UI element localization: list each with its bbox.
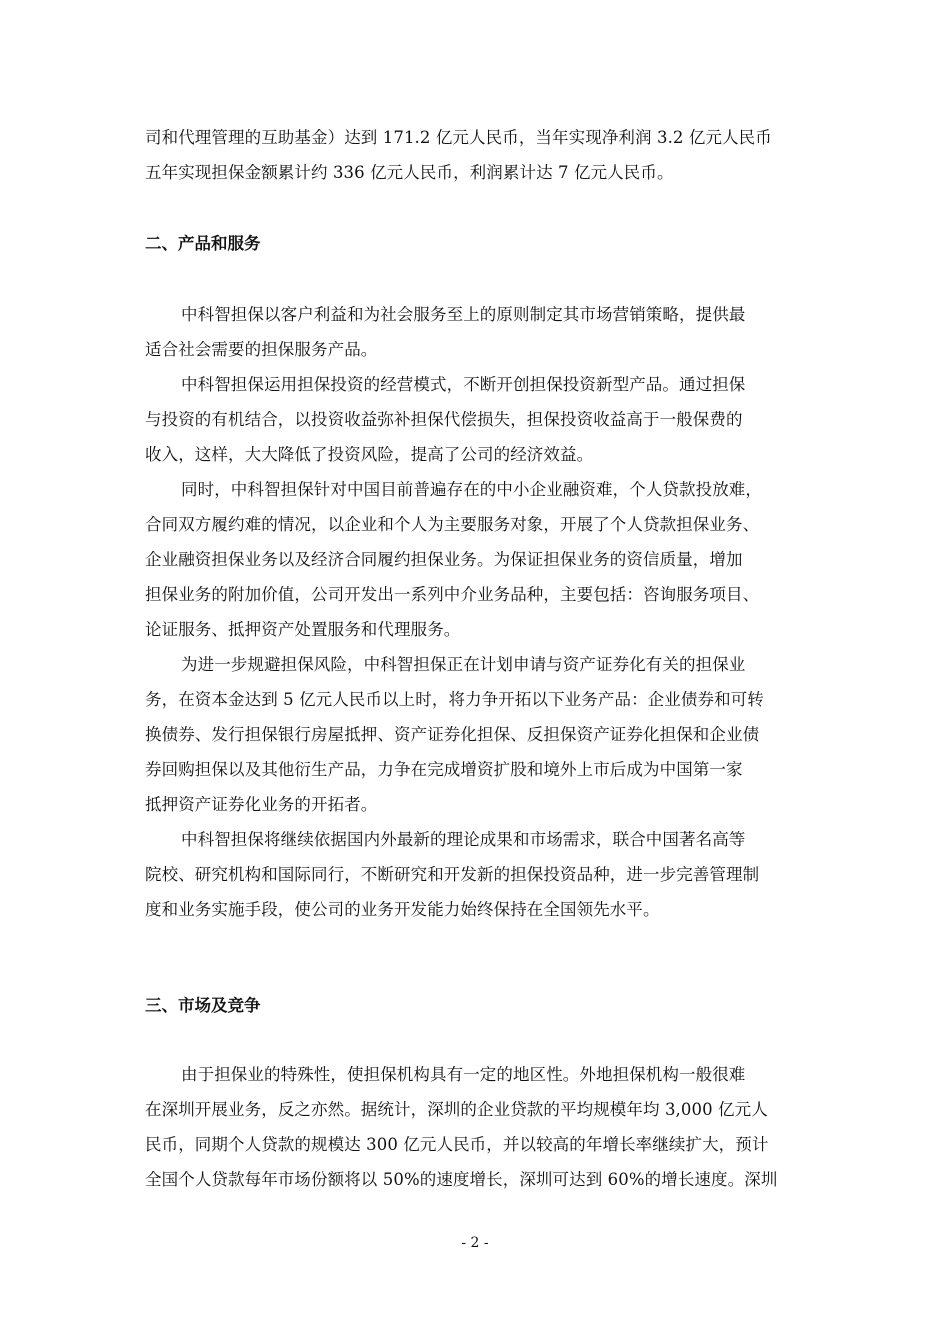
text-line: 收入，这样，大大降低了投资风险，提高了公司的经济效益。 — [145, 445, 594, 464]
text-line: 中科智担保将继续依据国内外最新的理论成果和市场需求，联合中国著名高等 — [181, 830, 746, 849]
text-line: 同时，中科智担保针对中国目前普遍存在的中小企业融资难，个人贷款投放难， — [181, 480, 762, 499]
text-line: 司和代理管理的互助基金）达到 171.2 亿元人民币，当年实现净利润 3.2 亿元人民币 — [145, 128, 772, 147]
section-heading-market: 三、市场及竞争 — [145, 996, 261, 1015]
text-line: 由于担保业的特殊性，使担保机构具有一定的地区性。外地担保机构一般很难 — [181, 1065, 746, 1084]
paragraph — [145, 1057, 835, 1197]
paragraph — [145, 822, 835, 927]
text-line: 民币，同期个人贷款的规模达 300 亿元人民币，并以较高的年增长率继续扩大，预计 — [145, 1135, 769, 1154]
section2-body — [145, 297, 835, 927]
intro-paragraph — [145, 120, 835, 190]
text-line: 中科智担保以客户利益和为社会服务至上的原则制定其市场营销策略，提供最 — [181, 305, 746, 324]
text-line: 企业融资担保业务以及经济合同履约担保业务。为保证担保业务的资信质量，增加 — [145, 550, 743, 569]
text-line: 与投资的有机结合，以投资收益弥补担保代偿损失，担保投资收益高于一般保费的 — [145, 410, 743, 429]
text-line: 院校、研究机构和国际同行，不断研究和开发新的担保投资品种，进一步完善管理制 — [145, 865, 760, 884]
text-line: 适合社会需要的担保服务产品。 — [145, 340, 378, 359]
text-line: 换债券、发行担保银行房屋抵押、资产证券化担保、反担保资产证券化担保和企业债 — [145, 725, 760, 744]
section3-body — [145, 1057, 835, 1197]
text-line: 全国个人贷款每年市场份额将以 50%的速度增长，深圳可达到 60%的增长速度。深圳 — [145, 1170, 778, 1189]
text-line: 论证服务、抵押资产处置服务和代理服务。 — [145, 620, 461, 639]
text-line: 务，在资本金达到 5 亿元人民币以上时，将力争开拓以下业务产品：企业债券和可转 — [145, 690, 764, 709]
text-line: 五年实现担保金额累计约 336 亿元人民币，利润累计达 7 亿元人民币。 — [145, 163, 674, 182]
paragraph — [145, 297, 835, 367]
text-line: 合同双方履约难的情况，以企业和个人为主要服务对象，开展了个人贷款担保业务、 — [145, 515, 760, 534]
text-line: 券回购担保以及其他衍生产品，力争在完成增资扩股和境外上市后成为中国第一家 — [145, 760, 743, 779]
text-line: 担保业务的附加价值，公司开发出一系列中介业务品种，主要包括：咨询服务项目、 — [145, 585, 760, 604]
paragraph — [145, 647, 835, 822]
paragraph — [145, 472, 835, 647]
page-number: - 2 - — [461, 1235, 489, 1251]
text-line: 度和业务实施手段，使公司的业务开发能力始终保持在全国领先水平。 — [145, 900, 660, 919]
text-line: 中科智担保运用担保投资的经营模式，不断开创担保投资新型产品。通过担保 — [181, 375, 746, 394]
section-heading-products: 二、产品和服务 — [145, 234, 261, 253]
paragraph — [145, 367, 835, 472]
text-line: 为进一步规避担保风险，中科智担保正在计划申请与资产证券化有关的担保业 — [181, 655, 746, 674]
text-line: 在深圳开展业务，反之亦然。据统计，深圳的企业贷款的平均规模年均 3,000 亿元人 — [145, 1100, 768, 1119]
text-line: 抵押资产证券化业务的开拓者。 — [145, 795, 378, 814]
